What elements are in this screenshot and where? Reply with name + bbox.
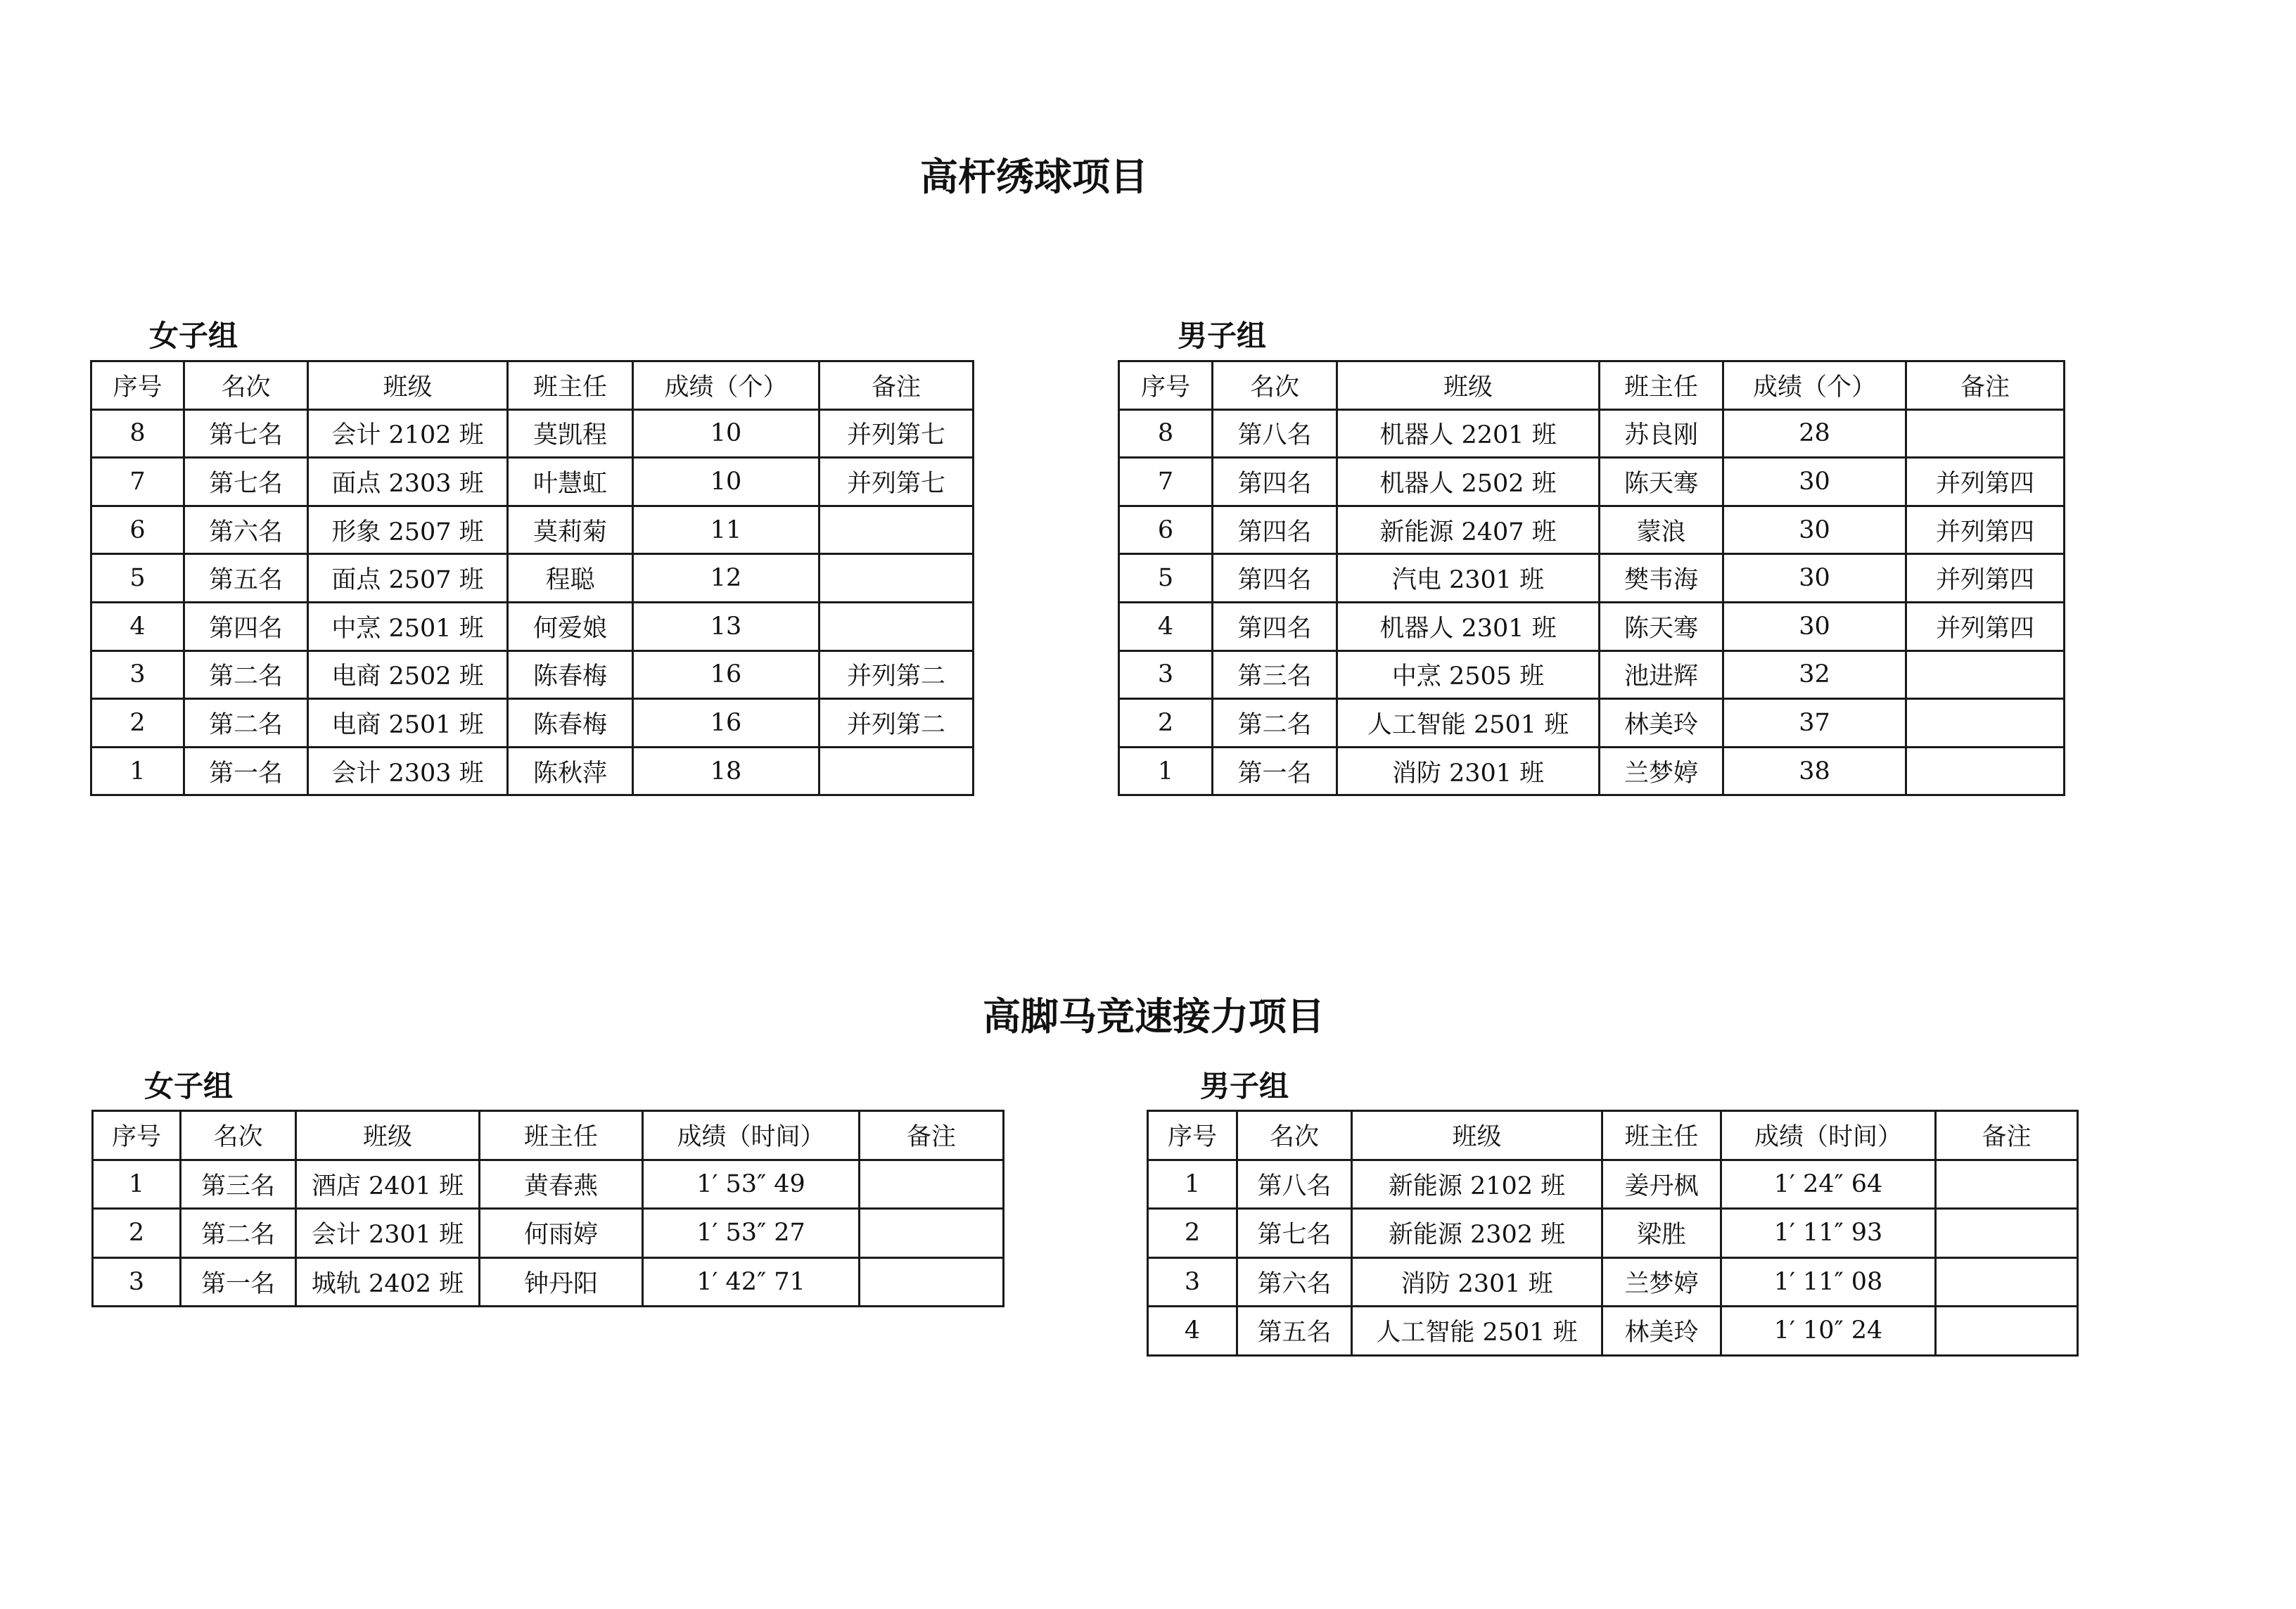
- event1-women-table: [90, 360, 974, 796]
- table-cell: 酒店 2401 班: [296, 1160, 480, 1209]
- table-cell: 面点 2507 班: [308, 554, 508, 603]
- table-cell: 7: [91, 458, 184, 506]
- column-header: 备注: [819, 361, 974, 410]
- table-cell: 第八名: [1237, 1160, 1352, 1209]
- table-cell: 第一名: [184, 747, 308, 795]
- event1-men-label: 男子组: [1178, 319, 1267, 353]
- event2-men-label: 男子组: [1200, 1069, 1289, 1103]
- table-cell: 16: [633, 699, 819, 748]
- table-cell: 并列第四: [1906, 554, 2065, 603]
- table-cell: 并列第七: [819, 409, 974, 458]
- table-cell: 2: [91, 699, 184, 748]
- table-cell: 5: [1119, 554, 1213, 603]
- column-header: 班主任: [1602, 1111, 1721, 1160]
- event2-women-label: 女子组: [144, 1069, 234, 1103]
- table-cell: 8: [1119, 409, 1213, 458]
- table-cell: [1906, 747, 2065, 795]
- column-header: 序号: [91, 361, 184, 410]
- column-header: 班主任: [480, 1111, 643, 1160]
- table-cell: 第三名: [181, 1160, 296, 1209]
- table-cell: [819, 554, 974, 603]
- table-cell: 会计 2301 班: [296, 1209, 480, 1258]
- table-cell: 5: [91, 554, 184, 603]
- table-cell: 第五名: [184, 554, 308, 603]
- table-cell: 城轨 2402 班: [296, 1257, 480, 1307]
- column-header: 备注: [1936, 1111, 2078, 1160]
- table-cell: 1′ 11″ 08: [1721, 1257, 1936, 1307]
- table-cell: 并列第二: [819, 699, 974, 748]
- table-cell: 第二名: [1213, 699, 1337, 748]
- table-cell: 第四名: [1213, 506, 1337, 554]
- table-cell: 3: [93, 1257, 181, 1307]
- table-cell: 兰梦婷: [1600, 747, 1723, 795]
- table-cell: 并列第二: [819, 650, 974, 699]
- table-row: [1148, 1209, 2078, 1258]
- table-cell: 4: [1119, 602, 1213, 650]
- table-cell: 30: [1723, 554, 1906, 603]
- table-cell: 面点 2303 班: [308, 458, 508, 506]
- column-header: 成绩（个）: [633, 361, 819, 410]
- table-cell: 形象 2507 班: [308, 506, 508, 554]
- table-cell: 第四名: [1213, 554, 1337, 603]
- event2-men-header-row: [1148, 1111, 2078, 1160]
- table-cell: 机器人 2301 班: [1337, 602, 1600, 650]
- table-row: [93, 1160, 1004, 1209]
- table-row: [1119, 602, 2065, 650]
- column-header: 班级: [308, 361, 508, 410]
- table-row: [1119, 458, 2065, 506]
- table-cell: 1: [1148, 1160, 1237, 1209]
- table-cell: 第四名: [1213, 602, 1337, 650]
- table-cell: 38: [1723, 747, 1906, 795]
- table-cell: 陈天骞: [1600, 458, 1723, 506]
- table-cell: 何爱娘: [508, 602, 633, 650]
- event2-men-table: [1147, 1110, 2079, 1357]
- table-row: [1148, 1257, 2078, 1307]
- table-cell: 程聪: [508, 554, 633, 603]
- column-header: 名次: [1213, 361, 1337, 410]
- column-header: 成绩（时间）: [643, 1111, 860, 1160]
- table-row: [1119, 409, 2065, 458]
- table-cell: 1′ 24″ 64: [1721, 1160, 1936, 1209]
- table-cell: [1906, 409, 2065, 458]
- column-header: 名次: [1237, 1111, 1352, 1160]
- table-cell: 10: [633, 458, 819, 506]
- table-cell: 1′ 53″ 27: [643, 1209, 860, 1258]
- table-cell: 并列第四: [1906, 506, 2065, 554]
- table-cell: 莫凯程: [508, 409, 633, 458]
- column-header: 班主任: [508, 361, 633, 410]
- column-header: 名次: [181, 1111, 296, 1160]
- table-cell: 人工智能 2501 班: [1337, 699, 1600, 748]
- table-cell: 苏良刚: [1600, 409, 1723, 458]
- event2-women-table: [91, 1110, 1005, 1307]
- table-cell: 2: [93, 1209, 181, 1258]
- table-row: [1119, 554, 2065, 603]
- table-cell: 32: [1723, 650, 1906, 699]
- table-cell: 第一名: [181, 1257, 296, 1307]
- table-cell: 梁胜: [1602, 1209, 1721, 1258]
- table-row: [91, 458, 974, 506]
- table-row: [91, 699, 974, 748]
- table-row: [1119, 506, 2065, 554]
- table-cell: 会计 2102 班: [308, 409, 508, 458]
- table-row: [1119, 747, 2065, 795]
- table-cell: [1906, 650, 2065, 699]
- table-cell: [860, 1257, 1004, 1307]
- table-row: [1148, 1307, 2078, 1356]
- table-cell: 樊韦海: [1600, 554, 1723, 603]
- table-cell: 新能源 2302 班: [1352, 1209, 1602, 1258]
- table-cell: 消防 2301 班: [1337, 747, 1600, 795]
- column-header: 班级: [1337, 361, 1600, 410]
- column-header: 备注: [1906, 361, 2065, 410]
- table-cell: 10: [633, 409, 819, 458]
- column-header: 班级: [296, 1111, 480, 1160]
- table-row: [91, 554, 974, 603]
- table-cell: [860, 1160, 1004, 1209]
- table-cell: 第七名: [184, 409, 308, 458]
- table-row: [91, 650, 974, 699]
- table-row: [93, 1257, 1004, 1307]
- table-cell: 黄春燕: [480, 1160, 643, 1209]
- table-cell: 人工智能 2501 班: [1352, 1307, 1602, 1356]
- table-cell: 2: [1148, 1209, 1237, 1258]
- column-header: 名次: [184, 361, 308, 410]
- table-cell: [1936, 1209, 2078, 1258]
- table-row: [91, 506, 974, 554]
- table-cell: 28: [1723, 409, 1906, 458]
- table-cell: 7: [1119, 458, 1213, 506]
- event1-women-header-row: [91, 361, 974, 410]
- table-cell: 并列第四: [1906, 458, 2065, 506]
- table-cell: 第六名: [184, 506, 308, 554]
- table-cell: 1′ 53″ 49: [643, 1160, 860, 1209]
- table-cell: 电商 2501 班: [308, 699, 508, 748]
- table-cell: 新能源 2407 班: [1337, 506, 1600, 554]
- table-cell: 1′ 11″ 93: [1721, 1209, 1936, 1258]
- table-cell: [1936, 1160, 2078, 1209]
- table-cell: 消防 2301 班: [1352, 1257, 1602, 1307]
- table-cell: 第三名: [1213, 650, 1337, 699]
- table-cell: 1: [1119, 747, 1213, 795]
- table-cell: 4: [91, 602, 184, 650]
- table-cell: [1936, 1307, 2078, 1356]
- table-cell: 2: [1119, 699, 1213, 748]
- table-cell: 16: [633, 650, 819, 699]
- column-header: 备注: [860, 1111, 1004, 1160]
- table-cell: 18: [633, 747, 819, 795]
- column-header: 班主任: [1600, 361, 1723, 410]
- table-row: [93, 1209, 1004, 1258]
- table-cell: 并列第四: [1906, 602, 2065, 650]
- table-cell: 莫莉菊: [508, 506, 633, 554]
- table-cell: [819, 506, 974, 554]
- event1-men-table: [1118, 360, 2065, 796]
- table-cell: 新能源 2102 班: [1352, 1160, 1602, 1209]
- table-cell: 4: [1148, 1307, 1237, 1356]
- table-row: [91, 747, 974, 795]
- table-cell: 第四名: [1213, 458, 1337, 506]
- table-row: [1119, 650, 2065, 699]
- table-cell: 第二名: [181, 1209, 296, 1258]
- table-cell: 叶慧虹: [508, 458, 633, 506]
- table-cell: 1: [91, 747, 184, 795]
- column-header: 成绩（时间）: [1721, 1111, 1936, 1160]
- table-cell: 13: [633, 602, 819, 650]
- event2-women-header-row: [93, 1111, 1004, 1160]
- table-row: [1148, 1160, 2078, 1209]
- table-cell: 第一名: [1213, 747, 1337, 795]
- table-cell: 1′ 42″ 71: [643, 1257, 860, 1307]
- table-cell: 电商 2502 班: [308, 650, 508, 699]
- column-header: 班级: [1352, 1111, 1602, 1160]
- table-cell: 第八名: [1213, 409, 1337, 458]
- table-cell: 第七名: [1237, 1209, 1352, 1258]
- table-cell: [1906, 699, 2065, 748]
- table-cell: 何雨婷: [480, 1209, 643, 1258]
- table-cell: 11: [633, 506, 819, 554]
- table-cell: 机器人 2201 班: [1337, 409, 1600, 458]
- table-cell: 1: [93, 1160, 181, 1209]
- table-cell: 第二名: [184, 650, 308, 699]
- table-cell: 陈天骞: [1600, 602, 1723, 650]
- table-cell: 12: [633, 554, 819, 603]
- table-cell: 第七名: [184, 458, 308, 506]
- table-cell: 30: [1723, 602, 1906, 650]
- column-header: 序号: [93, 1111, 181, 1160]
- table-cell: 30: [1723, 506, 1906, 554]
- table-cell: 林美玲: [1602, 1307, 1721, 1356]
- column-header: 序号: [1119, 361, 1213, 410]
- event1-women-label: 女子组: [149, 319, 238, 353]
- table-cell: [819, 747, 974, 795]
- table-cell: 第四名: [184, 602, 308, 650]
- table-cell: 37: [1723, 699, 1906, 748]
- table-cell: 陈春梅: [508, 650, 633, 699]
- table-cell: 3: [1148, 1257, 1237, 1307]
- event1-title: 高杆绣球项目: [920, 154, 1148, 199]
- table-cell: 陈秋萍: [508, 747, 633, 795]
- table-cell: 30: [1723, 458, 1906, 506]
- table-cell: [819, 602, 974, 650]
- table-cell: 第五名: [1237, 1307, 1352, 1356]
- table-cell: 3: [1119, 650, 1213, 699]
- table-cell: 中烹 2505 班: [1337, 650, 1600, 699]
- table-cell: 1′ 10″ 24: [1721, 1307, 1936, 1356]
- table-cell: [860, 1209, 1004, 1258]
- column-header: 成绩（个）: [1723, 361, 1906, 410]
- table-cell: 林美玲: [1600, 699, 1723, 748]
- table-cell: 中烹 2501 班: [308, 602, 508, 650]
- table-cell: 陈春梅: [508, 699, 633, 748]
- table-cell: 8: [91, 409, 184, 458]
- table-cell: 蒙浪: [1600, 506, 1723, 554]
- table-cell: 兰梦婷: [1602, 1257, 1721, 1307]
- table-cell: 第二名: [184, 699, 308, 748]
- table-row: [91, 602, 974, 650]
- event1-men-header-row: [1119, 361, 2065, 410]
- table-cell: 机器人 2502 班: [1337, 458, 1600, 506]
- table-cell: [1936, 1257, 2078, 1307]
- table-cell: 6: [1119, 506, 1213, 554]
- table-cell: 6: [91, 506, 184, 554]
- event2-title: 高脚马竞速接力项目: [983, 994, 1325, 1039]
- table-cell: 会计 2303 班: [308, 747, 508, 795]
- table-cell: 姜丹枫: [1602, 1160, 1721, 1209]
- table-cell: 汽电 2301 班: [1337, 554, 1600, 603]
- table-cell: 池进辉: [1600, 650, 1723, 699]
- table-row: [1119, 699, 2065, 748]
- table-cell: 钟丹阳: [480, 1257, 643, 1307]
- column-header: 序号: [1148, 1111, 1237, 1160]
- table-cell: 并列第七: [819, 458, 974, 506]
- table-cell: 第六名: [1237, 1257, 1352, 1307]
- table-row: [91, 409, 974, 458]
- table-cell: 3: [91, 650, 184, 699]
